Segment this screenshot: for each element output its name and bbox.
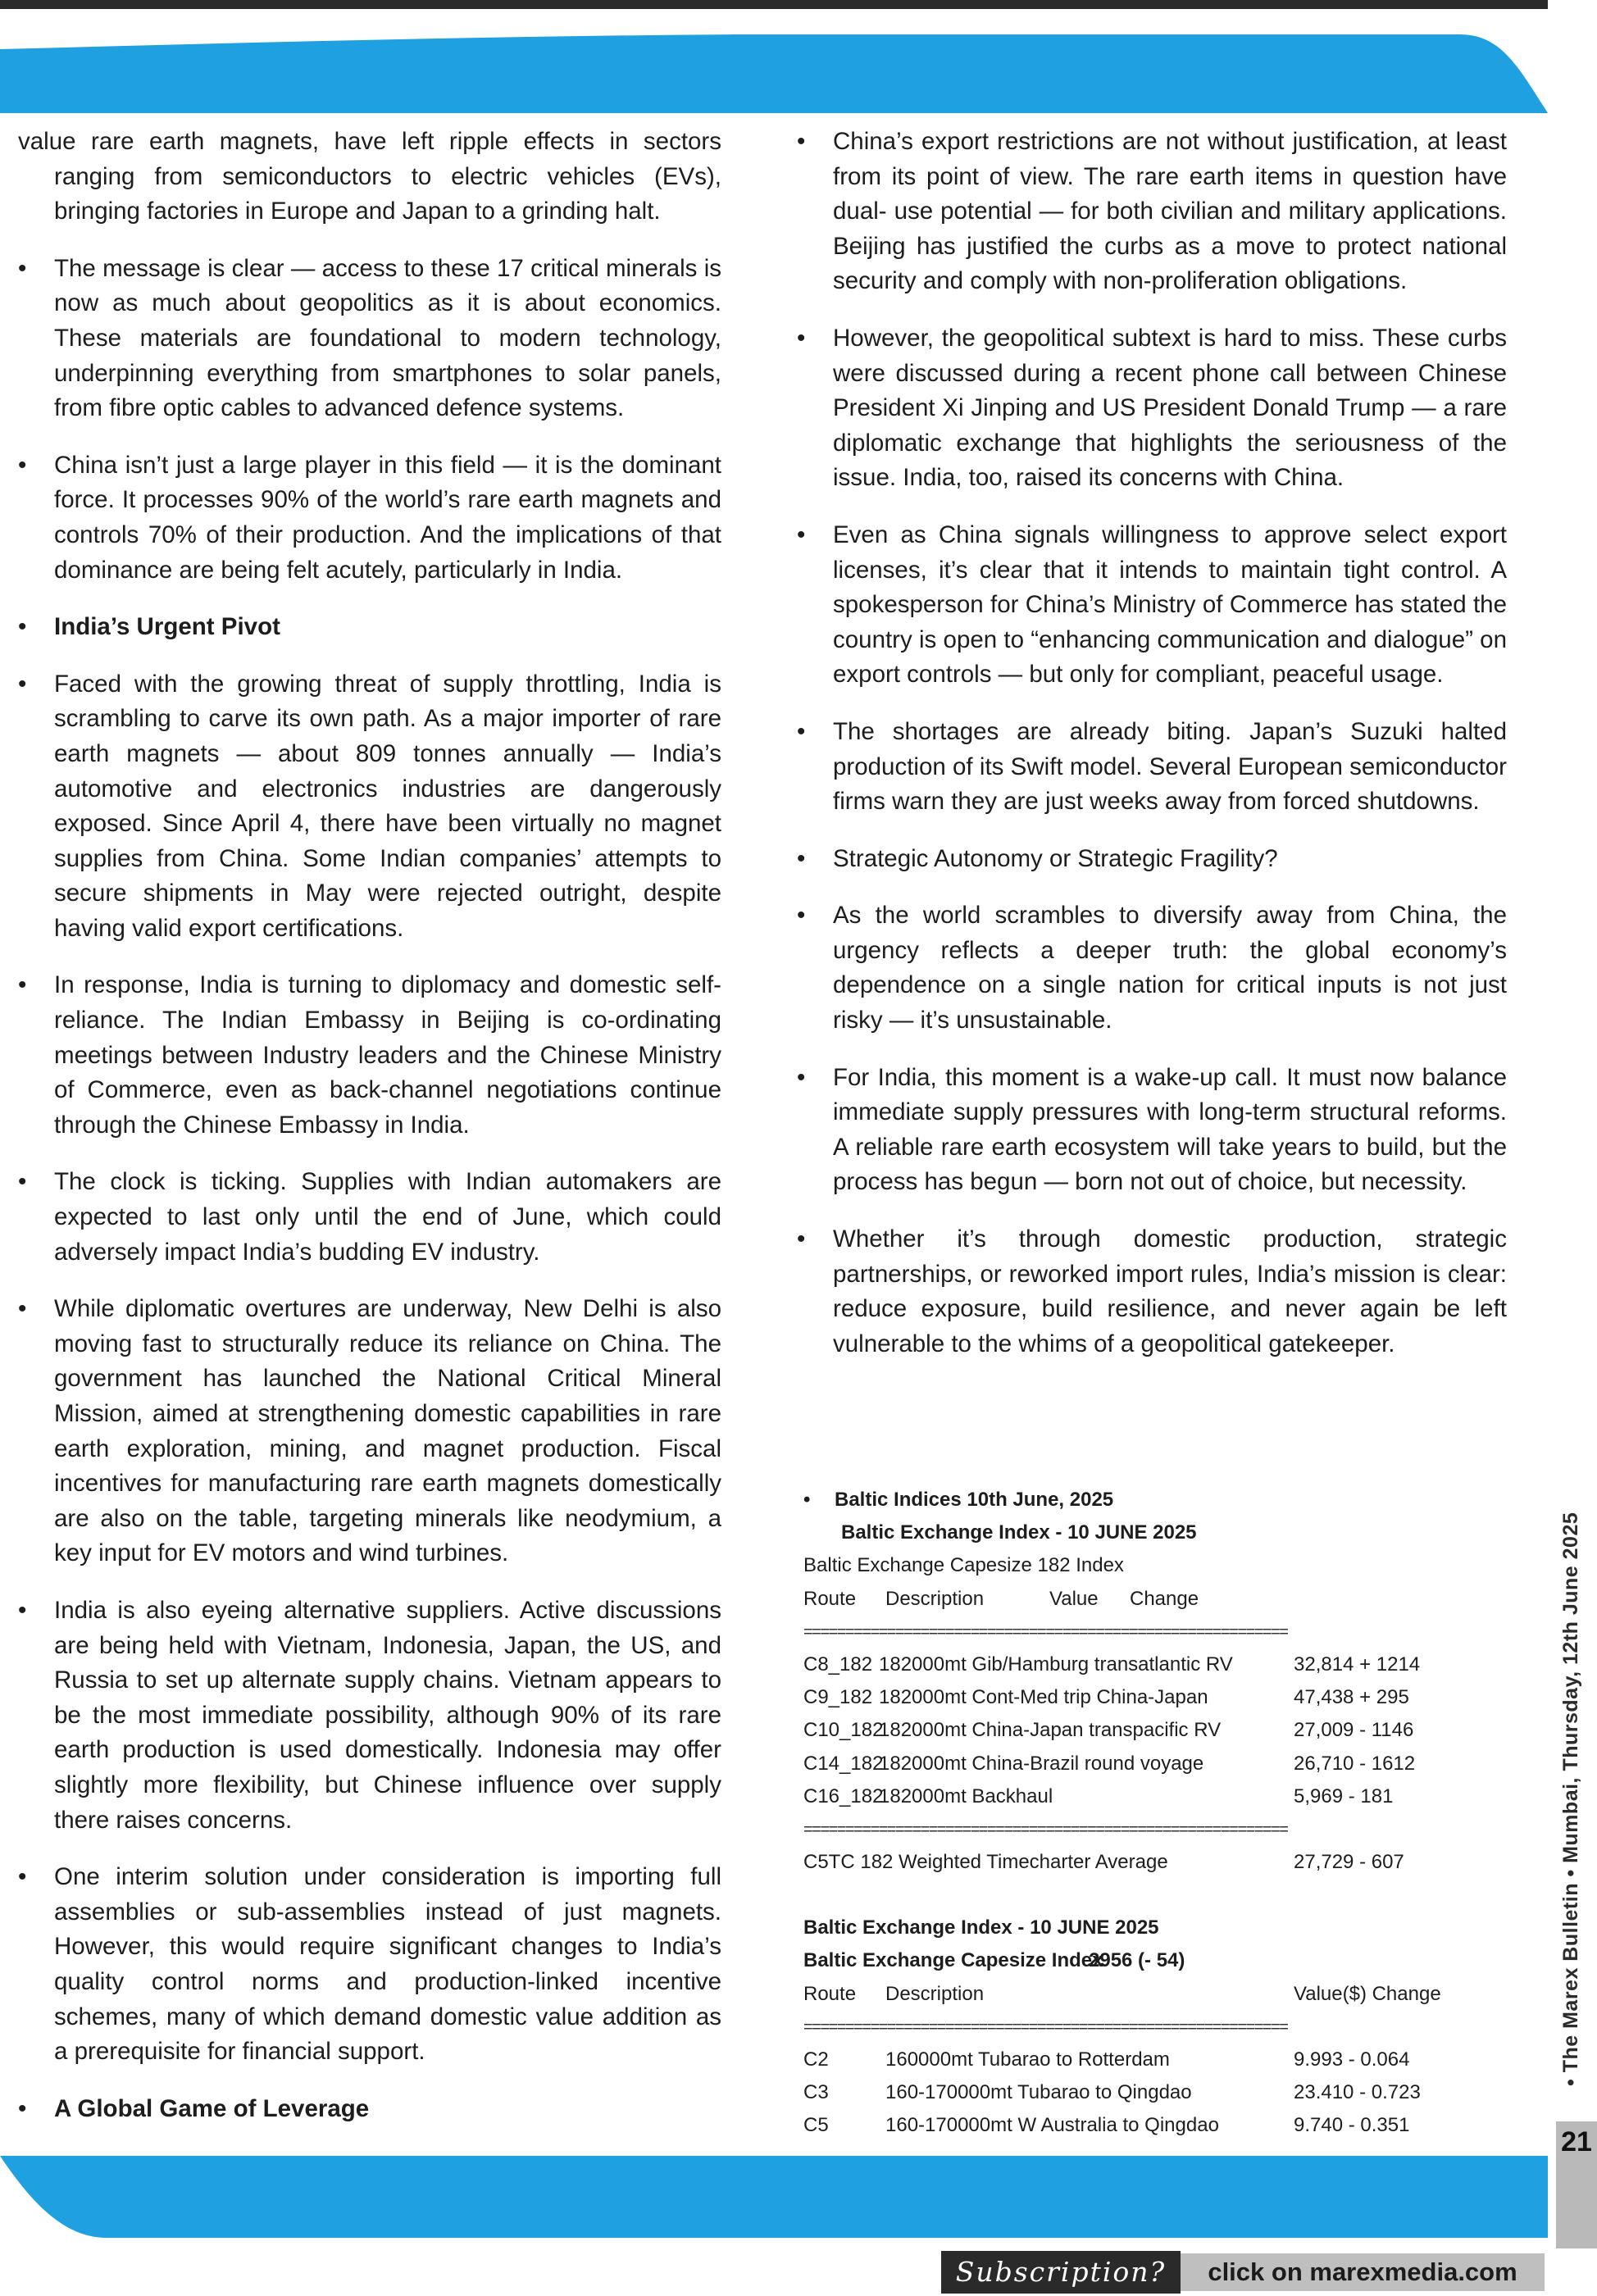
col-value: Value [1049, 1587, 1099, 1610]
paragraph [18, 125, 721, 230]
paragraph [797, 1061, 1507, 1200]
cell-description: 182000mt Backhaul [879, 1785, 1053, 1807]
cell-route: C10_182 [803, 1719, 884, 1742]
bullet-mark: • [18, 1168, 27, 1196]
paragraph [18, 1292, 721, 1571]
cell-route: C9_182 [803, 1686, 873, 1709]
paragraph [18, 252, 721, 426]
side-banner-text: • The Marex Bulletin • Mumbai, Thursday, 12th June 2025 [1559, 1512, 1582, 2086]
paragraph-text: Strategic Autonomy or Strategic Fragility? [833, 844, 1278, 872]
index2-sub-row [797, 1944, 1502, 1977]
bullet-mark: • [18, 1863, 27, 1891]
bullet-mark: • [18, 1295, 27, 1323]
cell-route: C14_182 [803, 1752, 884, 1775]
index2-value: 2956 (- 54) [1089, 1949, 1185, 1972]
cell-value: 27,009 - 1146 [1294, 1719, 1414, 1742]
bullet-mark: • [797, 902, 806, 930]
cell-value: 23.410 - 0.723 [1294, 2081, 1421, 2104]
cell-description: 182000mt Gib/Hamburg transatlantic RV [879, 1653, 1233, 1675]
left-column [18, 125, 721, 2148]
table-row [797, 1714, 1502, 1747]
bullet-mark: • [797, 717, 806, 745]
subscription-link[interactable]: click on marexmedia.com [1181, 2253, 1545, 2291]
cell-value: 5,969 - 181 [1294, 1785, 1394, 1807]
paragraph-text: Whether it’s through domestic production, strategic partnerships, or reworked import rules, India’s mission is clear: reduce exposure, build resilience, and never again be left vulnerable to the whims of a geopolitical gatekeeper. [833, 1225, 1507, 1357]
table-row [797, 1648, 1502, 1681]
separator-row [797, 1813, 1502, 1846]
bottom-wave-decoration [0, 2156, 1597, 2238]
index2-rows [797, 2044, 1502, 2143]
paragraph [18, 448, 721, 588]
baltic-title-row [797, 1484, 1502, 1516]
col-change: Change [1130, 1587, 1199, 1610]
bullet-mark: • [18, 451, 27, 479]
index2-heading: Baltic Exchange Index - 10 JUNE 2025 [803, 1916, 1159, 1939]
paragraph-text: One interim solution under consideration is importing full assemblies or sub-assemblies instead of just magnets. However, this would require significant changes to India’s quality control norms and production-linked incentive schemes, many of which demand domestic value addition as a prerequisite for financial support. [54, 1863, 721, 2066]
paragraph-text: The clock is ticking. Supplies with Indian automakers are expected to last only until the end of June, which could adversely impact India’s budding EV industry. [54, 1168, 721, 1266]
bullet-mark: • [797, 128, 806, 155]
cell-value: 9.993 - 0.064 [1294, 2048, 1410, 2071]
c5tc-value: 27,729 - 607 [1294, 1851, 1404, 1874]
table-row [797, 2044, 1502, 2076]
bullet-mark: • [797, 844, 806, 872]
index1-heading-row [797, 1516, 1502, 1549]
paragraph-text: India is also eyeing alternative suppliers. Active discussions are being held with Vietnam, Indonesia, Japan, the US, and Russia to set up alternate supply chains. Vietnam appears to be the most immediate possibility, although 90% of its rare earth production is used domestically. Indonesia may offer slightly more flexibility, but Chinese influence over supply there raises concerns. [54, 1596, 721, 1834]
separator: ========================================================== [803, 1622, 1288, 1641]
col-route: Route [803, 1982, 857, 2005]
table-row [797, 2109, 1502, 2142]
bullet-mark: • [797, 1063, 806, 1091]
cell-description: 160000mt Tubarao to Rotterdam [885, 2048, 1170, 2071]
paragraph [18, 1594, 721, 1838]
cell-value: 9.740 - 0.351 [1294, 2114, 1410, 2137]
index2-heading-row [797, 1912, 1502, 1944]
paragraph-text: While diplomatic overtures are underway, New Delhi is also moving fast to structurally reduce its reliance on China. The government has launched the National Critical Mineral Mission, aimed at strengthening domestic capabilities in rare earth exploration, mining, and magnet production. Fiscal incentives for manufacturing rare earth magnets domestically are also on the table, targeting minerals like neodymium, a key input for EV motors and wind turbines. [54, 1295, 721, 1567]
section-heading-text: India’s Urgent Pivot [54, 613, 280, 641]
paragraph-text: Even as China signals willingness to approve select export licenses, it’s clear that it intends to maintain tight control. A spokesperson for China’s Ministry of Commerce has stated the country is open to “enhancing communication and dialogue” on export controls — but only for compliant, peaceful usage. [833, 521, 1507, 689]
separator: ========================================================== [803, 1820, 1288, 1839]
paragraph-text: However, the geopolitical subtext is hard to miss. These curbs were discussed during a recent phone call between Chinese President Xi Jinping and US President Donald Trump — a rare diplomatic exchange that highlights the seriousness of the issue. India, too, raised its concerns with China. [833, 324, 1507, 492]
paragraph [797, 898, 1507, 1038]
cell-route: C3 [803, 2081, 829, 2104]
bullet-mark: • [18, 613, 27, 641]
bullet-mark: • [797, 1225, 806, 1253]
cell-description: 182000mt China-Brazil round voyage [879, 1752, 1204, 1775]
index1-columns-row [797, 1583, 1502, 1616]
bullet-mark: • [18, 2094, 27, 2122]
section-heading [18, 2092, 721, 2127]
cell-description: 182000mt China-Japan transpacific RV [879, 1719, 1222, 1742]
cell-value: 47,438 + 295 [1294, 1686, 1409, 1709]
paragraph-text: As the world scrambles to diversify away from China, the urgency reflects a deeper truth: the global economy’s dependence on a single nation for critical inputs is not just risky — it’s unsustainable. [833, 902, 1507, 1034]
cell-route: C16_182 [803, 1785, 884, 1807]
bullet-mark: • [18, 1596, 27, 1624]
c5tc-label: C5TC 182 Weighted Timecharter Average [803, 1851, 1168, 1874]
cell-description: 160-170000mt Tubarao to Qingdao [885, 2081, 1192, 2104]
bullet-mark: • [18, 254, 27, 282]
cell-description: 160-170000mt W Australia to Qingdao [885, 2114, 1219, 2137]
cell-description: 182000mt Cont-Med trip China-Japan [879, 1686, 1208, 1709]
c5tc-row [797, 1846, 1502, 1879]
col-value-change: Value($) Change [1294, 1982, 1441, 2005]
cell-value: 26,710 - 1612 [1294, 1752, 1416, 1775]
subscription-prompt: Subscription? [941, 2251, 1181, 2294]
bullet-mark: • [18, 971, 27, 999]
paragraph-text: The message is clear — access to these 17 critical minerals is now as much about geopolitics as it is about economics. These materials are foundational to modern technology, underpinning everything from smartphones to solar panels, from fibre optic cables to advanced defence systems. [54, 254, 721, 422]
table-row [797, 1748, 1502, 1780]
table-row [797, 2076, 1502, 2109]
paragraph [797, 715, 1507, 820]
side-grey-block [1556, 2162, 1597, 2248]
index1-sub: Baltic Exchange Capesize 182 Index [803, 1554, 1124, 1577]
index1-rows [797, 1648, 1502, 1813]
table-row [797, 1780, 1502, 1813]
paragraph-text: The shortages are already biting. Japan’s Suzuki halted production of its Swift model. Several European semiconductor firms warn they are just weeks away from forced shutdowns. [833, 717, 1507, 816]
index2-columns-row [797, 1978, 1502, 2011]
col-description: Description [885, 1587, 985, 1610]
paragraph [18, 1165, 721, 1270]
paragraph [18, 1860, 721, 2070]
right-column [797, 125, 1507, 1384]
paragraph [18, 667, 721, 947]
bullet-mark: • [797, 521, 806, 548]
paragraph-text: For India, this moment is a wake-up call. It must now balance immediate supply pressures with long-term structural reforms. A reliable rare earth ecosystem will take years to build, but the process has begun — born not out of choice, but necessity. [833, 1063, 1507, 1196]
index1-heading: Baltic Exchange Index - 10 JUNE 2025 [841, 1521, 1197, 1544]
cell-route: C5 [803, 2114, 829, 2137]
separator-row [797, 2011, 1502, 2044]
paragraph-text: value rare earth magnets, have left ripple effects in sectors ranging from semiconductors to electric vehicles (EVs), bringing factories in Europe and Japan to a grinding halt. [18, 128, 721, 225]
section-heading-text: A Global Game of Leverage [54, 2094, 370, 2122]
col-route: Route [803, 1587, 857, 1610]
page-number: 21 [1556, 2121, 1597, 2162]
baltic-indices-table [797, 1484, 1502, 2143]
paragraph [797, 518, 1507, 693]
bullet-mark: • [803, 1489, 811, 1511]
cell-value: 32,814 + 1214 [1294, 1653, 1421, 1675]
baltic-title: Baltic Indices 10th June, 2025 [835, 1489, 1114, 1511]
separator: ========================================================== [803, 2017, 1288, 2036]
col-description: Description [885, 1982, 985, 2005]
paragraph-text: China’s export restrictions are not without justification, at least from its point of view. The rare earth items in question have dual- use potential — for both civilian and military applications. Beijing has justified the curbs as a move to protect national security and comply with non-proliferation obligations. [833, 128, 1507, 295]
paragraph [797, 321, 1507, 496]
paragraph-text: Faced with the growing threat of supply throttling, India is scrambling to carve its own path. As a major importer of rare earth magnets — about 809 tonnes annually — India’s automotive and electronics industries are dangerously exposed. Since April 4, there have been virtually no magnet supplies from China. Some Indian companies’ attempts to secure shipments in May were rejected outright, despite having valid export certifications. [54, 670, 721, 942]
paragraph [797, 1222, 1507, 1362]
top-rule [0, 0, 1548, 9]
bullet-mark: • [797, 324, 806, 352]
index1-sub-row [797, 1549, 1502, 1582]
bullet-mark: • [18, 670, 27, 698]
paragraph [797, 125, 1507, 299]
top-wave-decoration [0, 31, 1597, 121]
table-row [797, 1681, 1502, 1714]
cell-route: C2 [803, 2048, 829, 2071]
paragraph-text: In response, India is turning to diplomacy and domestic self-reliance. The Indian Embassy in Beijing is co-ordinating meetings between Industry leaders and the Chinese Ministry of Commerce, even as back-channel negotiations continue through the Chinese Embassy in India. [54, 971, 721, 1139]
paragraph [18, 968, 721, 1143]
section-heading [18, 610, 721, 645]
paragraph-text: China isn’t just a large player in this field — it is the dominant force. It processes 90% of the world’s rare earth magnets and controls 70% of their production. And the implications of that dominance are being felt acutely, particularly in India. [54, 451, 721, 584]
paragraph [797, 842, 1507, 877]
index2-sub: Baltic Exchange Capesize Index [803, 1949, 1103, 1972]
separator-row [797, 1616, 1502, 1648]
cell-route: C8_182 [803, 1653, 873, 1675]
